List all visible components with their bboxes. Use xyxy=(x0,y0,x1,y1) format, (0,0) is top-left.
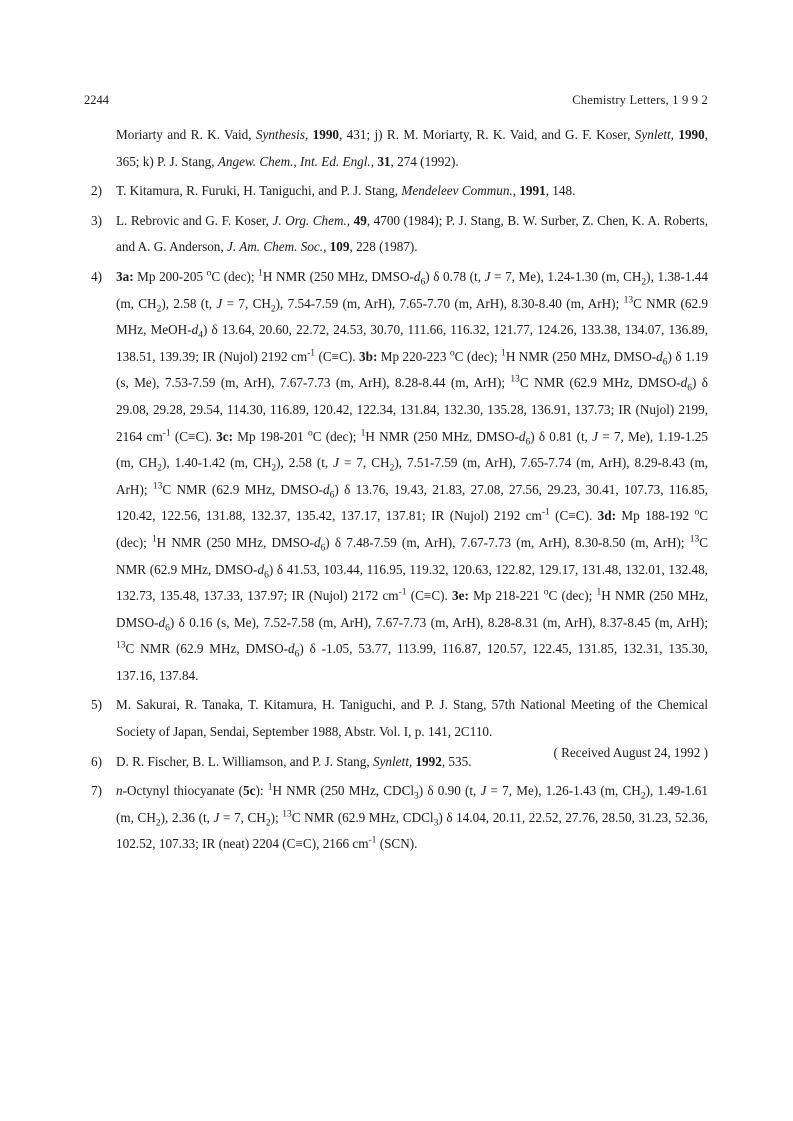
reference-number: 6) xyxy=(91,753,102,769)
reference-number: 5) xyxy=(91,697,102,713)
reference-number: 7) xyxy=(91,783,102,799)
journal-running-title: Chemistry Letters, 1 9 9 2 xyxy=(572,93,708,107)
received-date: ( Received August 24, 1992 ) xyxy=(553,745,708,760)
reference-item xyxy=(84,208,708,261)
reference-number: 4) xyxy=(91,268,102,284)
page-number: 2244 xyxy=(84,93,109,107)
reference-text: Moriarty and R. K. Vaid, Synthesis, 1990, 431; j) R. M. Moriarty, R. K. Vaid, and G. F. Koser, Synlett, 1990, 365; k) P. J. Stang, Angew. Chem., Int. Ed. Engl., 31, 274 (1992). xyxy=(116,127,709,169)
reference-number: 3) xyxy=(91,212,102,228)
reference-text: M. Sakurai, R. Tanaka, T. Kitamura, H. Taniguchi, and P. J. Stang, 57th National Meeting of the Chemical Society of Japan, Sendai, September 1988, Abstr. Vol. I, p. 141, 2C110. xyxy=(116,697,708,740)
reference-continuation xyxy=(84,122,708,175)
reference-item xyxy=(84,178,708,205)
reference-text: L. Rebrovic and G. F. Koser, J. Org. Chem., 49, 4700 (1984); P. J. Stang, B. W. Surber, Z. Chen, K. A. Roberts, and A. G. Anderson, J. Am. Chem. Soc., 109, 228 (1987). xyxy=(116,212,709,255)
reference-item xyxy=(84,778,708,858)
reference-item xyxy=(84,692,708,745)
running-head xyxy=(84,92,708,108)
reference-item xyxy=(84,264,708,690)
reference-text: T. Kitamura, R. Furuki, H. Taniguchi, and P. J. Stang, Mendeleev Commun., 1991, 148. xyxy=(116,183,576,199)
reference-text: 3a: Mp 200-205 $^o$C (dec); $^1$H NMR (250 MHz, DMSO-$d_6$) δ 0.78 (t, J = 7, Me), 1.24-1.30 (m, $CH_2$), 1.38-1.44 (m, $CH_2$), 2.58 (t, J = 7, $CH_2$), 7.54-7.59 (m, ArH), 7.65-7.70 (m, ArH), 8.30-8.40 (m, ArH); $^{13}$C NMR (62.9 MHz, MeOH-$d_4$) δ 13.64, 20.60, 22.72, 24.53, 30.70, 111.66, 116.32, 121.77, 124.26, 133.38, 134.07, 136.89, 138.51, 139.39; IR (Nujol) 2192 $cm^{-1}$ (C≡C). 3b: Mp 220-223 $^o$C (dec); $^1$H NMR (250 MHz, DMSO-$d_6$) δ 1.19 (s, Me), 7.53-7.59 (m, ArH), 7.67-7.73 (m, ArH), 8.28-8.44 (m, ArH); $^{13}$C NMR (62.9 MHz, DMSO-$d_6$) δ 29.08, 29.28, 29.54, 114.30, 116.89, 120.42, 122.34, 131.84, 132.30, 135.28, 136.91, 137.73; IR (Nujol) 2199, 2164 $cm^{-1}$ (C≡C). 3c: Mp 198-201 $^o$C (dec); $^1$H NMR (250 MHz, DMSO-$d_6$) δ 0.81 (t, J = 7, Me), 1.19-1.25 (m, $CH_2$), 1.40-1.42 (m, $CH_2$), 2.58 (t, J = 7, $CH_2$), 7.51-7.59 (m, ArH), 7.65-7.74 (m, ArH), 8.29-8.43 (m, ArH); $^{13}$C NMR (62.9 MHz, DMSO-$d_6$) δ 13.76, 19.43, 21.83, 27.08, 27.56, 29.23, 30.41, 107.73, 116.85, 120.42, 122.56, 131.88, 132.37, 135.42, 137.17, 137.81; IR (Nujol) 2192 $cm^{-1}$ (C≡C). 3d: Mp 188-192 $^o$C (dec); $^1$H NMR (250 MHz, DMSO-$d_6$) δ 7.48-7.59 (m, ArH), 7.67-7.73 (m, ArH), 8.30-8.50 (m, ArH); $^{13}$C NMR (62.9 MHz, DMSO-$d_6$) δ 41.53, 103.44, 116.95, 119.32, 120.63, 122.82, 129.17, 131.48, 132.01, 132.48, 132.73, 135.48, 137.33, 137.97; IR (Nujol) 2172 $cm^{-1}$ (C≡C). 3e: Mp 218-221 $^o$C (dec); $^1$H NMR (250 MHz, DMSO-$d_6$) δ 0.16 (s, Me), 7.52-7.58 (m, ArH), 7.67-7.73 (m, ArH), 8.28-8.31 (m, ArH), 8.37-8.45 (m, ArH); $^{13}$C NMR (62.9 MHz, DMSO-$d_6$) δ -1.05, 53.77, 113.99, 116.87, 120.57, 122.45, 131.85, 132.31, 135.30, 137.16, 137.84. xyxy=(116,268,709,683)
reference-number: 2) xyxy=(91,183,102,199)
reference-text: n-Octynyl thiocyanate (5c): $^1$H NMR (250 MHz, CDCl$_3$) δ 0.90 (t, J = 7, Me), 1.26-1.43 (m, $CH_2$), 1.49-1.61 (m, $CH_2$), 2.36 (t, J = 7, $CH_2$); $^{13}$C NMR (62.9 MHz, CDCl$_3$) δ 14.04, 20.11, 22.52, 27.76, 28.50, 31.23, 52.36, 102.52, 107.33; IR (neat) 2204 (C≡C), 2166 $cm^{-1}$ (SCN). xyxy=(116,782,708,852)
reference-text: D. R. Fischer, B. L. Williamson, and P. J. Stang, Synlett, 1992, 535. xyxy=(116,753,472,769)
